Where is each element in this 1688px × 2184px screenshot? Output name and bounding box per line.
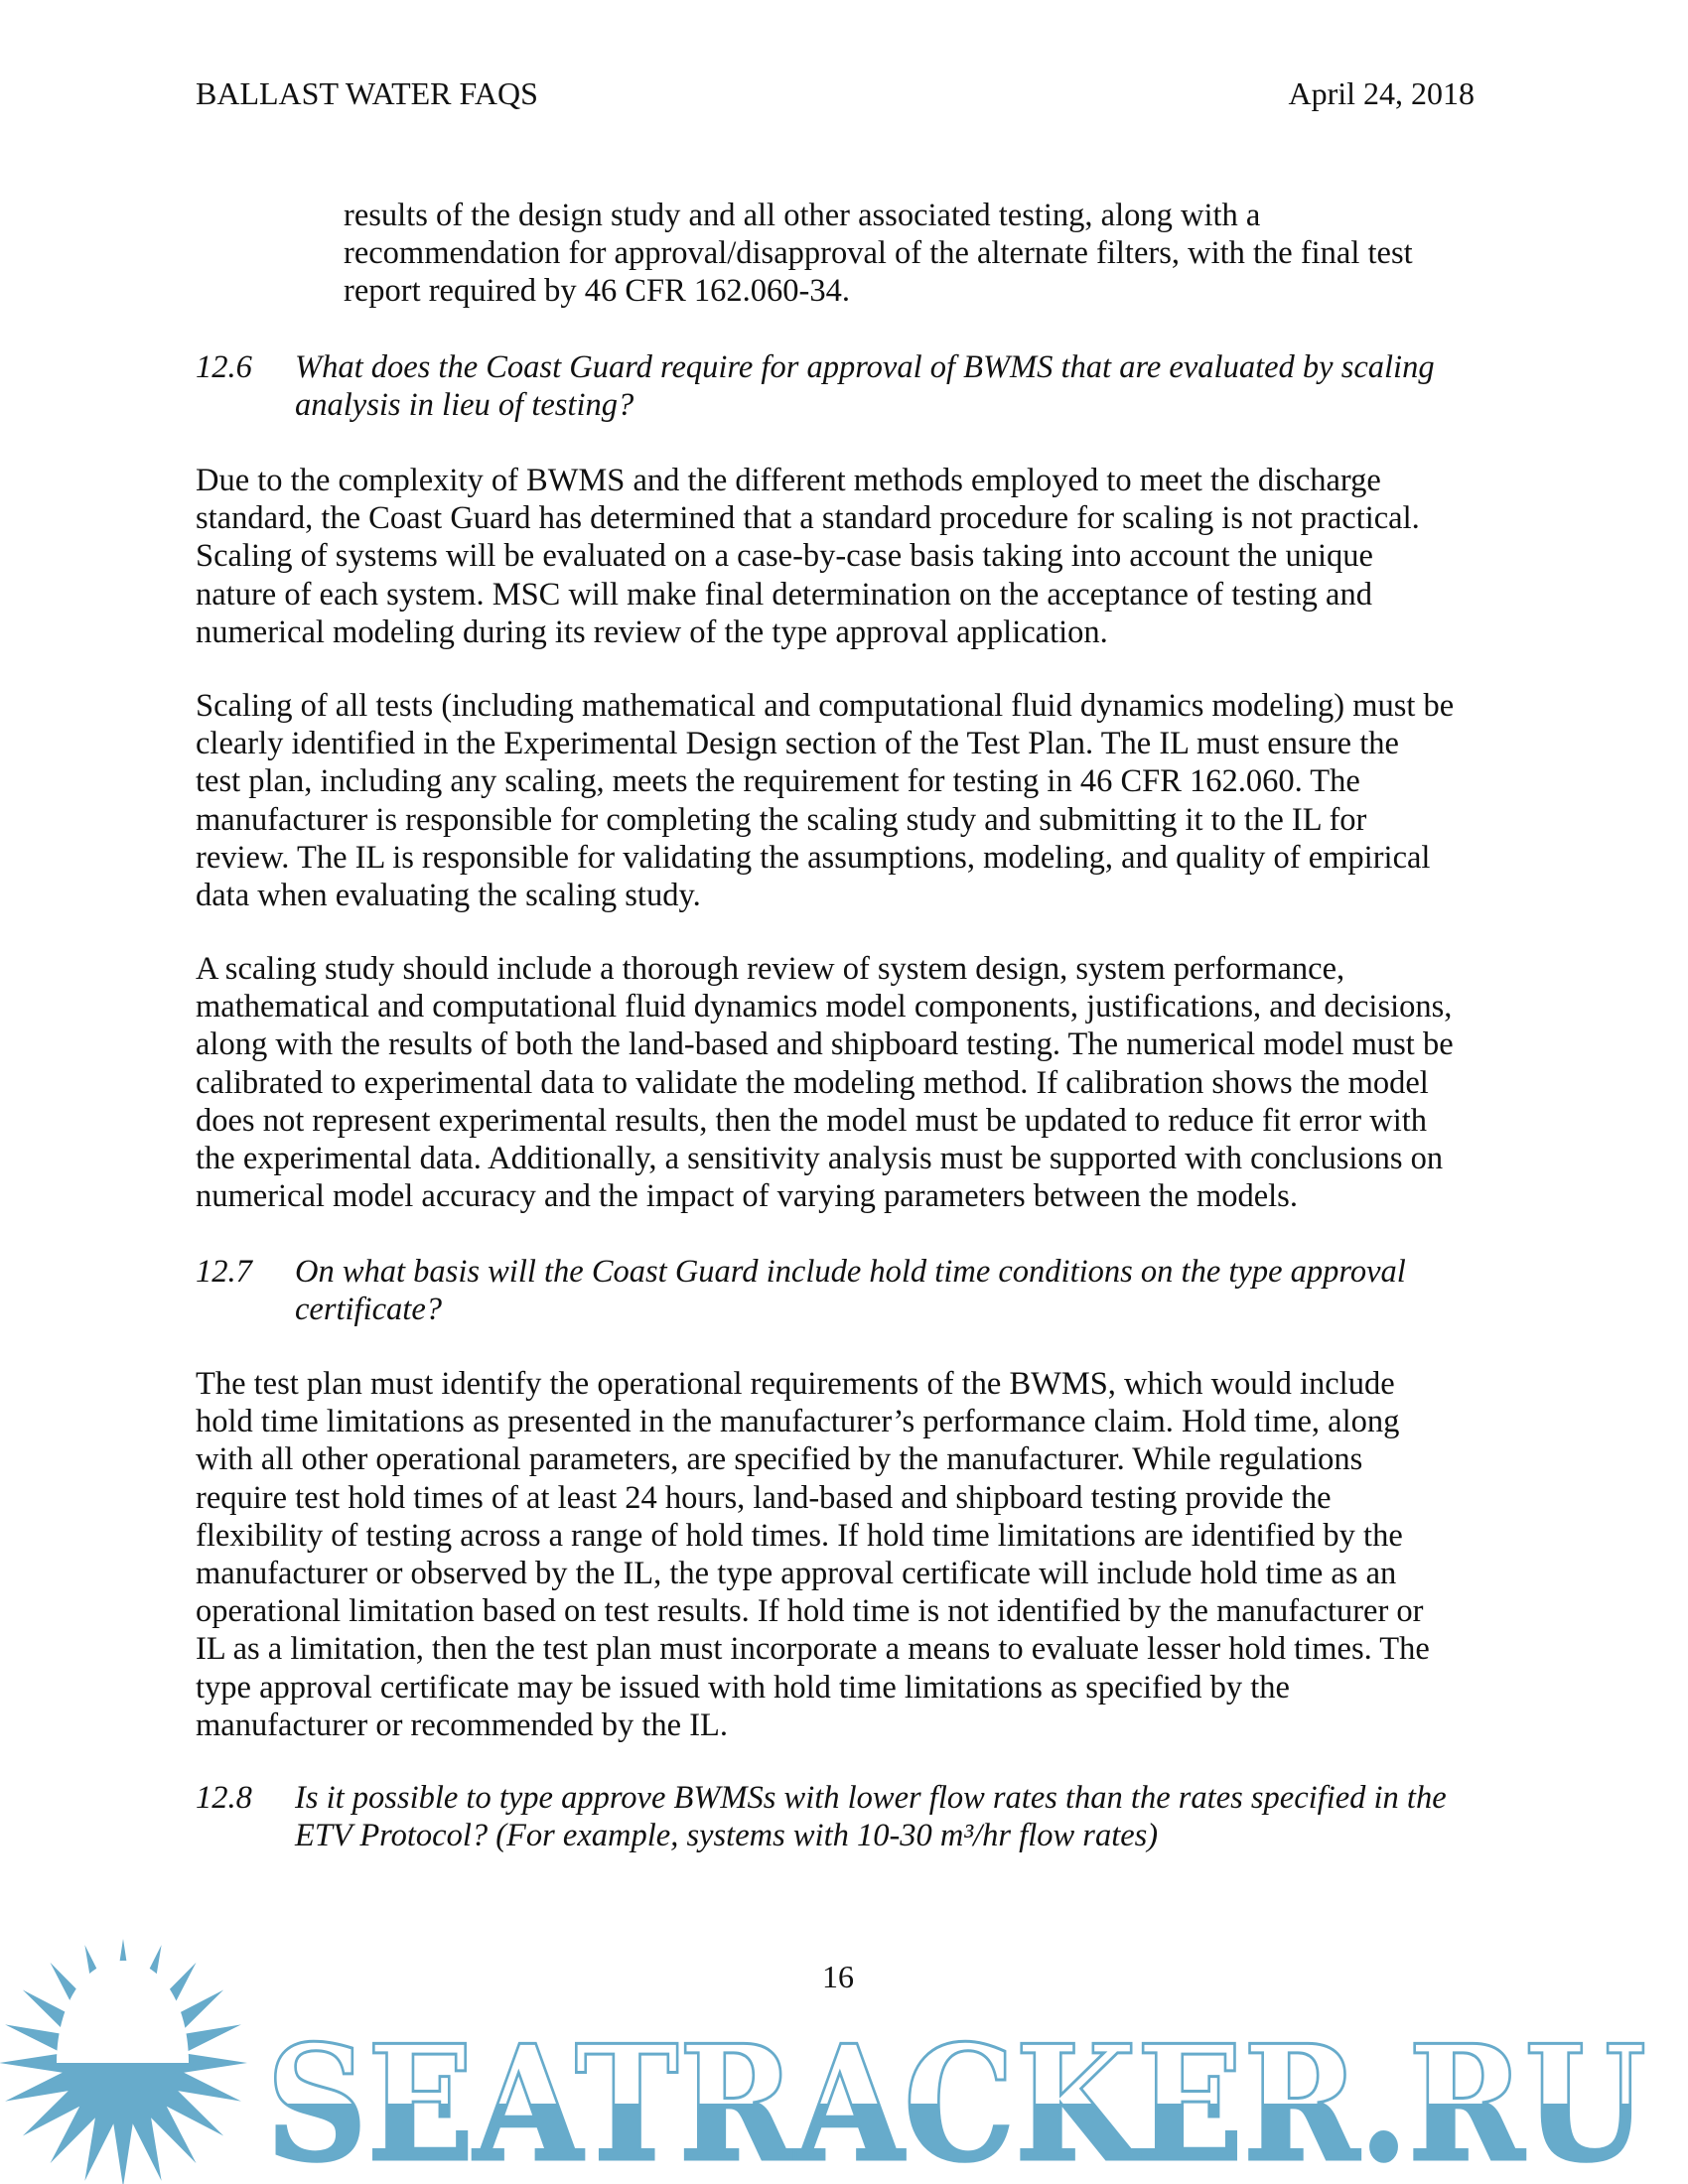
page-number: 16 xyxy=(822,1959,854,1994)
text-line: recommendation for approval/disapproval of the alternate filters, with the final test xyxy=(344,235,1413,272)
text-line: Scaling of systems will be evaluated on a case-by-case basis taking into account the unique xyxy=(196,538,1373,575)
text-line: type approval certificate may be issued with hold time limitations as specified by the xyxy=(196,1669,1290,1706)
paragraph-4 xyxy=(196,1365,1430,1744)
watermark-text: SEATRACKER.RU xyxy=(266,2010,1646,2184)
continued-paragraph xyxy=(344,197,1413,311)
text-line: manufacturer or recommended by the IL. xyxy=(196,1706,729,1743)
text-line: calibrated to experimental data to validate the modeling method. If calibration shows the model xyxy=(196,1064,1429,1101)
text-line: report required by 46 CFR 162.060-34. xyxy=(344,273,851,310)
text-line: does not represent experimental results, then the model must be updated to reduce fit error with xyxy=(196,1102,1428,1139)
seatracker-watermark xyxy=(0,1916,1688,2184)
text-line: IL as a limitation, then the test plan must incorporate a means to evaluate lesser hold times. The xyxy=(196,1631,1430,1668)
text-line: the experimental data. Additionally, a sensitivity analysis must be supported with conclusions on xyxy=(196,1140,1444,1176)
question-12-8-number: 12.8 xyxy=(196,1780,252,1816)
question-12-7-number: 12.7 xyxy=(196,1254,252,1290)
text-line: numerical model accuracy and the impact of varying parameters between the models. xyxy=(196,1178,1298,1215)
paragraph-3 xyxy=(196,950,1454,1215)
text-line: A scaling study should include a thorough review of system design, system performance, xyxy=(196,951,1345,987)
text-line: operational limitation based on test results. If hold time is not identified by the manufacturer or xyxy=(196,1593,1424,1630)
text-line: On what basis will the Coast Guard include hold time conditions on the type approval xyxy=(295,1254,1406,1290)
text-line: results of the design study and all other associated testing, along with a xyxy=(344,198,1261,233)
question-12-8 xyxy=(295,1779,1447,1854)
text-line: Due to the complexity of BWMS and the different methods employed to meet the discharge xyxy=(196,463,1381,498)
text-line: analysis in lieu of testing? xyxy=(295,387,634,424)
paragraph-1 xyxy=(196,462,1420,651)
text-line: data when evaluating the scaling study. xyxy=(196,877,701,913)
question-12-6-number: 12.6 xyxy=(196,349,252,385)
text-line: along with the results of both the land-based and shipboard testing. The numerical model must be xyxy=(196,1026,1454,1063)
text-line: hold time limitations as presented in the manufacturer’s performance claim. Hold time, along xyxy=(196,1404,1400,1440)
text-line: with all other operational parameters, are specified by the manufacturer. While regulations xyxy=(196,1441,1363,1478)
text-line: require test hold times of at least 24 hours, land-based and shipboard testing provide the xyxy=(196,1479,1332,1516)
text-line: manufacturer is responsible for completing the scaling study and submitting it to the IL for xyxy=(196,801,1367,838)
header-title: BALLAST WATER FAQS xyxy=(196,75,538,111)
text-line: Scaling of all tests (including mathematical and computational fluid dynamics modeling) must be xyxy=(196,688,1455,724)
text-line: numerical modeling during its review of the type approval application. xyxy=(196,614,1108,650)
text-line: Is it possible to type approve BWMSs with lower flow rates than the rates specified in the xyxy=(295,1780,1447,1816)
text-line: The test plan must identify the operational requirements of the BWMS, which would include xyxy=(196,1366,1395,1402)
text-line: manufacturer or observed by the IL, the type approval certificate will include hold time as an xyxy=(196,1555,1397,1591)
text-line: mathematical and computational fluid dynamics model components, justifications, and decisions, xyxy=(196,989,1453,1025)
paragraph-2 xyxy=(196,687,1454,914)
text-line: What does the Coast Guard require for approval of BWMS that are evaluated by scaling xyxy=(295,349,1435,385)
text-line: certificate? xyxy=(295,1292,442,1328)
text-line: standard, the Coast Guard has determined that a standard procedure for scaling is not practical. xyxy=(196,500,1420,537)
question-12-7 xyxy=(295,1253,1406,1328)
text-line: flexibility of testing across a range of hold times. If hold time limitations are identified by the xyxy=(196,1517,1403,1554)
header-date: April 24, 2018 xyxy=(1288,75,1475,111)
text-line: clearly identified in the Experimental Design section of the Test Plan. The IL must ensure the xyxy=(196,726,1399,762)
question-12-6 xyxy=(295,348,1435,424)
text-line: nature of each system. MSC will make final determination on the acceptance of testing and xyxy=(196,576,1372,613)
text-line: test plan, including any scaling, meets the requirement for testing in 46 CFR 162.060. The xyxy=(196,763,1360,800)
text-line: ETV Protocol? (For example, systems with 10-30 m³/hr flow rates) xyxy=(295,1818,1159,1854)
sun-logo-icon xyxy=(0,1939,247,2184)
text-line: review. The IL is responsible for validating the assumptions, modeling, and quality of empirical xyxy=(196,839,1431,876)
